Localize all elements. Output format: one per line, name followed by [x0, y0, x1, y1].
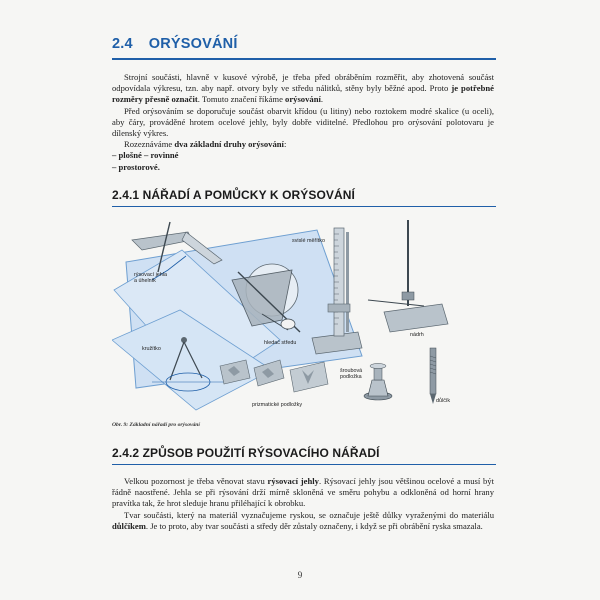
paragraph: [112, 139, 494, 150]
subsection-1-rule: [112, 206, 496, 207]
page-number: 9: [297, 570, 303, 580]
label-nadrh: nádrh: [410, 332, 424, 338]
emphasis-text: důlčíkem: [112, 520, 146, 531]
subsection-2-body: [112, 476, 494, 532]
text-run: . Je to proto, aby tvar součásti a středy děr zůstaly označeny, i když se při obrábění ryska smazala.: [145, 520, 483, 531]
section-title: ORÝSOVÁNÍ: [148, 36, 238, 52]
subsection-2-rule: [112, 464, 496, 465]
subsection-2-heading: 2.4.2 ZPŮSOB POUŽITÍ RÝSOVACÍHO NÁŘADÍ: [112, 446, 380, 460]
section-rule: [112, 58, 496, 60]
surface-gauge-icon: [368, 220, 448, 332]
label-prizmaticke-podlozky: prizmatické podložky: [252, 402, 303, 408]
text-run: Tvar součásti, který na materiál vyznačujeme ryskou, se označuje ještě důlky vyraženými do materiálu: [124, 509, 494, 520]
label-rysovaci-jehla: rýsovací jehla: [134, 272, 167, 278]
emphasis-text: dva základní druhy orýsování: [174, 139, 284, 150]
text-run: . Tomuto značení říkáme: [197, 94, 286, 105]
paragraph: [112, 510, 494, 532]
text-run: Před orýsováním se doporučuje součást obarvit křídou (u litiny) nebo roztokem modré skalice (u oceli), aby čáry, prováděné hrotem ocelové jehly, byly dobře viditelné. Předlohou pro orýsování polotovaru je dílenský výkres.: [112, 105, 494, 139]
section-body: [112, 72, 494, 173]
list-item: – prostorové.: [112, 161, 160, 172]
orysovani-types-list: [112, 150, 494, 172]
label-sroubova: šroubová: [340, 368, 363, 374]
paragraph: [112, 476, 494, 510]
paragraph: [112, 72, 494, 106]
text-run: .: [320, 94, 324, 105]
emphasis-text: orýsování: [285, 94, 321, 105]
screw-jack-icon: [364, 364, 392, 401]
paragraph: [112, 106, 494, 140]
section-heading: [112, 36, 238, 52]
label-uhelnik: a úhelník: [134, 278, 156, 284]
tools-illustration: [112, 220, 494, 420]
text-run: Rozeznáváme: [124, 139, 175, 150]
label-podlozka: podložka: [340, 374, 362, 380]
tools-figure: [112, 220, 494, 420]
label-svisle-meritko: svislé měřítko: [292, 238, 325, 244]
text-run: :: [283, 139, 287, 150]
label-kruzitko: kružítko: [142, 346, 161, 352]
emphasis-text: je potřebné rozměry přesně označit: [112, 83, 494, 105]
subsection-1-heading: 2.4.1 NÁŘADÍ A POMŮCKY K ORÝSOVÁNÍ: [112, 188, 355, 202]
list-item: – plošné – rovinné: [112, 150, 179, 161]
text-run: Velkou pozornost je třeba věnovat stavu: [124, 476, 268, 486]
label-dulcik: důlčík: [436, 398, 451, 404]
label-hledac-stredu: hledač středu: [264, 340, 297, 346]
text-run: Strojní součásti, hlavně v kusové výrobě, je třeba před obráběním rozměřit, aby zhotovená součást odpovídala výkresu, tzn. aby např. otvory byly ve středu nálitků, stěny byly běžné apod. Proto: [112, 72, 494, 94]
centre-punch-icon: [430, 348, 436, 404]
figure-caption: Obr. 9: Základní nářadí pro orýsování: [112, 422, 200, 428]
section-number: 2.4: [112, 36, 133, 52]
emphasis-text: rýsovací jehly: [267, 476, 319, 486]
text-run: . Rýsovací jehly jsou většinou ocelové a musí být řádně naostřené. Jehla se při rýsování drží mírně skloněná ve směru pohybu a odkloněná od horní hrany pravítka tak, že hrot sleduje hranu přiléhající k obrobku.: [112, 476, 494, 509]
